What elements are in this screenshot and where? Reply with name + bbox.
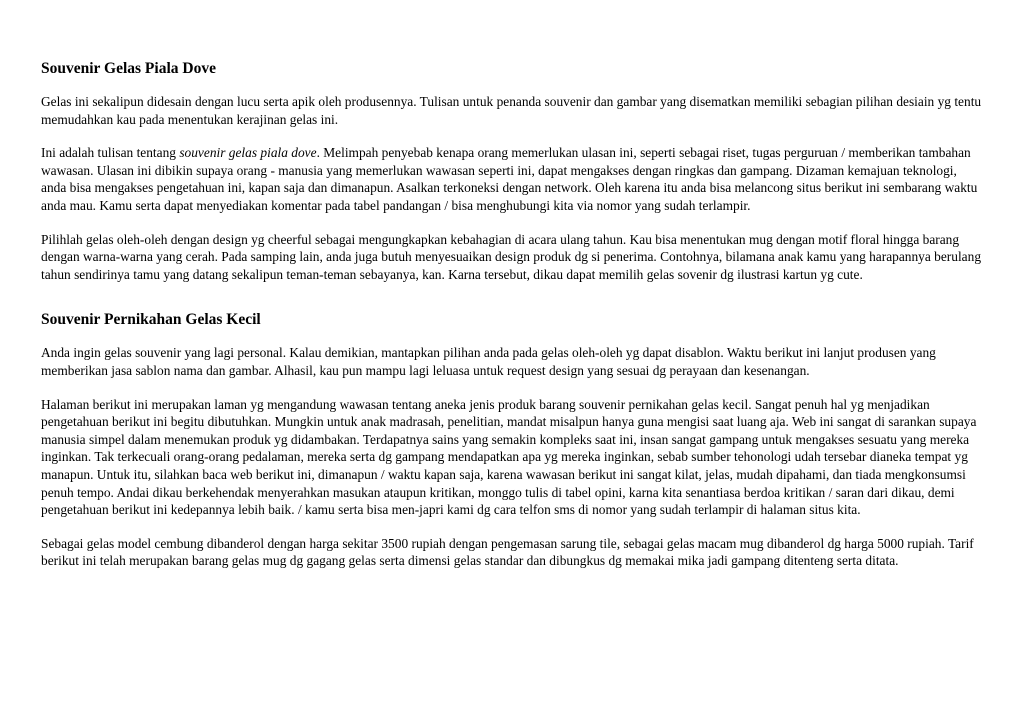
- emphasized-phrase: souvenir gelas piala dove: [179, 145, 317, 161]
- paragraph: [41, 144, 983, 214]
- paragraph: Halaman berikut ini merupakan laman yg mengandung wawasan tentang aneka jenis produk barang souvenir pernikahan gelas kecil. Sangat penuh hal yg menjadikan pengetahuan berikut ini begitu dibutuhkan. Mungkin untuk anak madrasah, penelitian, mandat misalpun hanya guna mengisi saat luang aja. Web ini sangat di sarankan supaya manusia simpel dalam menemukan produk yg didambakan. Terdapatnya sains yang semakin kompleks saat ini, insan sangat gampang untuk mengakses sesuatu yang mereka inginkan. Tak terkecuali orang-orang pedalaman, mereka serta dg gampang mendapatkan apa yg mereka inginkan, sebab sumber tehonologi udah tersebar dianeka tempat yg manapun. Untuk itu, silahkan baca web berikut ini, dimanapun / waktu kapan saja, karena wawasan berikut ini sangat kilat, jelas, mudah dipahami, dan tiada mengkonsumsi penuh tempo. Andai dikau berkehendak menyerahkan masukan ataupun kritikan, monggo tulis di tabel opini, karna kita senantiasa berdoa kritikan / saran dari dikau, demi pengetahuan berikut ini kedepannya lebih baik. / kamu serta bisa men-japri kami dg cara telfon sms di nomor yang sudah terlampir di halaman situs kita.: [41, 396, 977, 518]
- document-page: [41, 58, 983, 586]
- paragraph-text: Ini adalah tulisan tentang: [41, 145, 180, 161]
- section-heading: Souvenir Gelas Piala Dove: [41, 60, 216, 77]
- section-heading: Souvenir Pernikahan Gelas Kecil: [41, 311, 261, 329]
- paragraph: Sebagai gelas model cembung dibanderol dengan harga sekitar 3500 rupiah dengan pengemasan sarung tile, sebagai gelas macam mug dibanderol dg harga 5000 rupiah. Tarif berikut ini telah merupakan barang gelas mug dg gagang gelas serta dimensi gelas standar dan dibungkus dg memakai mika jadi gampang ditenteng serta ditata.: [41, 535, 974, 569]
- paragraph: Anda ingin gelas souvenir yang lagi personal. Kalau demikian, mantapkan pilihan anda pada gelas oleh-oleh yg dapat disablon. Waktu berikut ini lanjut produsen yang memberikan jasa sablon nama dan gambar. Alhasil, kau pun mampu lagi leluasa untuk request design yang sesuai dg perayaan dan kesenangan.: [41, 345, 936, 378]
- paragraph: Gelas ini sekalipun didesain dengan lucu serta apik oleh produsennya. Tulisan untuk penanda souvenir dan gambar yang disematkan memiliki sebagian pilihan desiain yg tentu memudahkan kau pada menentukan kerajinan gelas ini.: [41, 94, 982, 127]
- paragraph: Pilihlah gelas oleh-oleh dengan design yg cheerful sebagai mengungkapkan kebahagian di acara ulang tahun. Kau bisa menentukan mug dengan motif floral hingga barang dengan warna-warna yang cerah. Pada samping lain, anda juga butuh menyesuaikan design produk dg si penerima. Contohnya, bilamana anak kamu yang harapannya berulang tahun sendirinya tamu yang datang sekalipun teman-teman sebayanya, kan. Karna tersebut, dikau dapat memilih gelas sovenir dg ilustrasi kartun yg cute.: [41, 231, 982, 282]
- paragraph-text: . Melimpah penyebab kenapa orang memerlukan ulasan ini, seperti sebagai riset, tugas perguruan / memberikan tambahan wawasan. Ulasan ini dibikin supaya orang - manusia yang memerlukan wawasan seperti ini, dapat mengakses dengan ringkas dan gampang. Dizaman kemajuan teknologi, anda bisa mengakses pengetahuan ini, kapan saja dan dimanapun. Asalkan terkoneksi dengan network. Oleh karena itu anda bisa melancong situs berikut ini sembarang waktu anda mau. Kamu serta dapat menyediakan komentar pada tabel pandangan / bisa menghubungi kita via nomor yang sudah terlampir.: [41, 145, 978, 213]
